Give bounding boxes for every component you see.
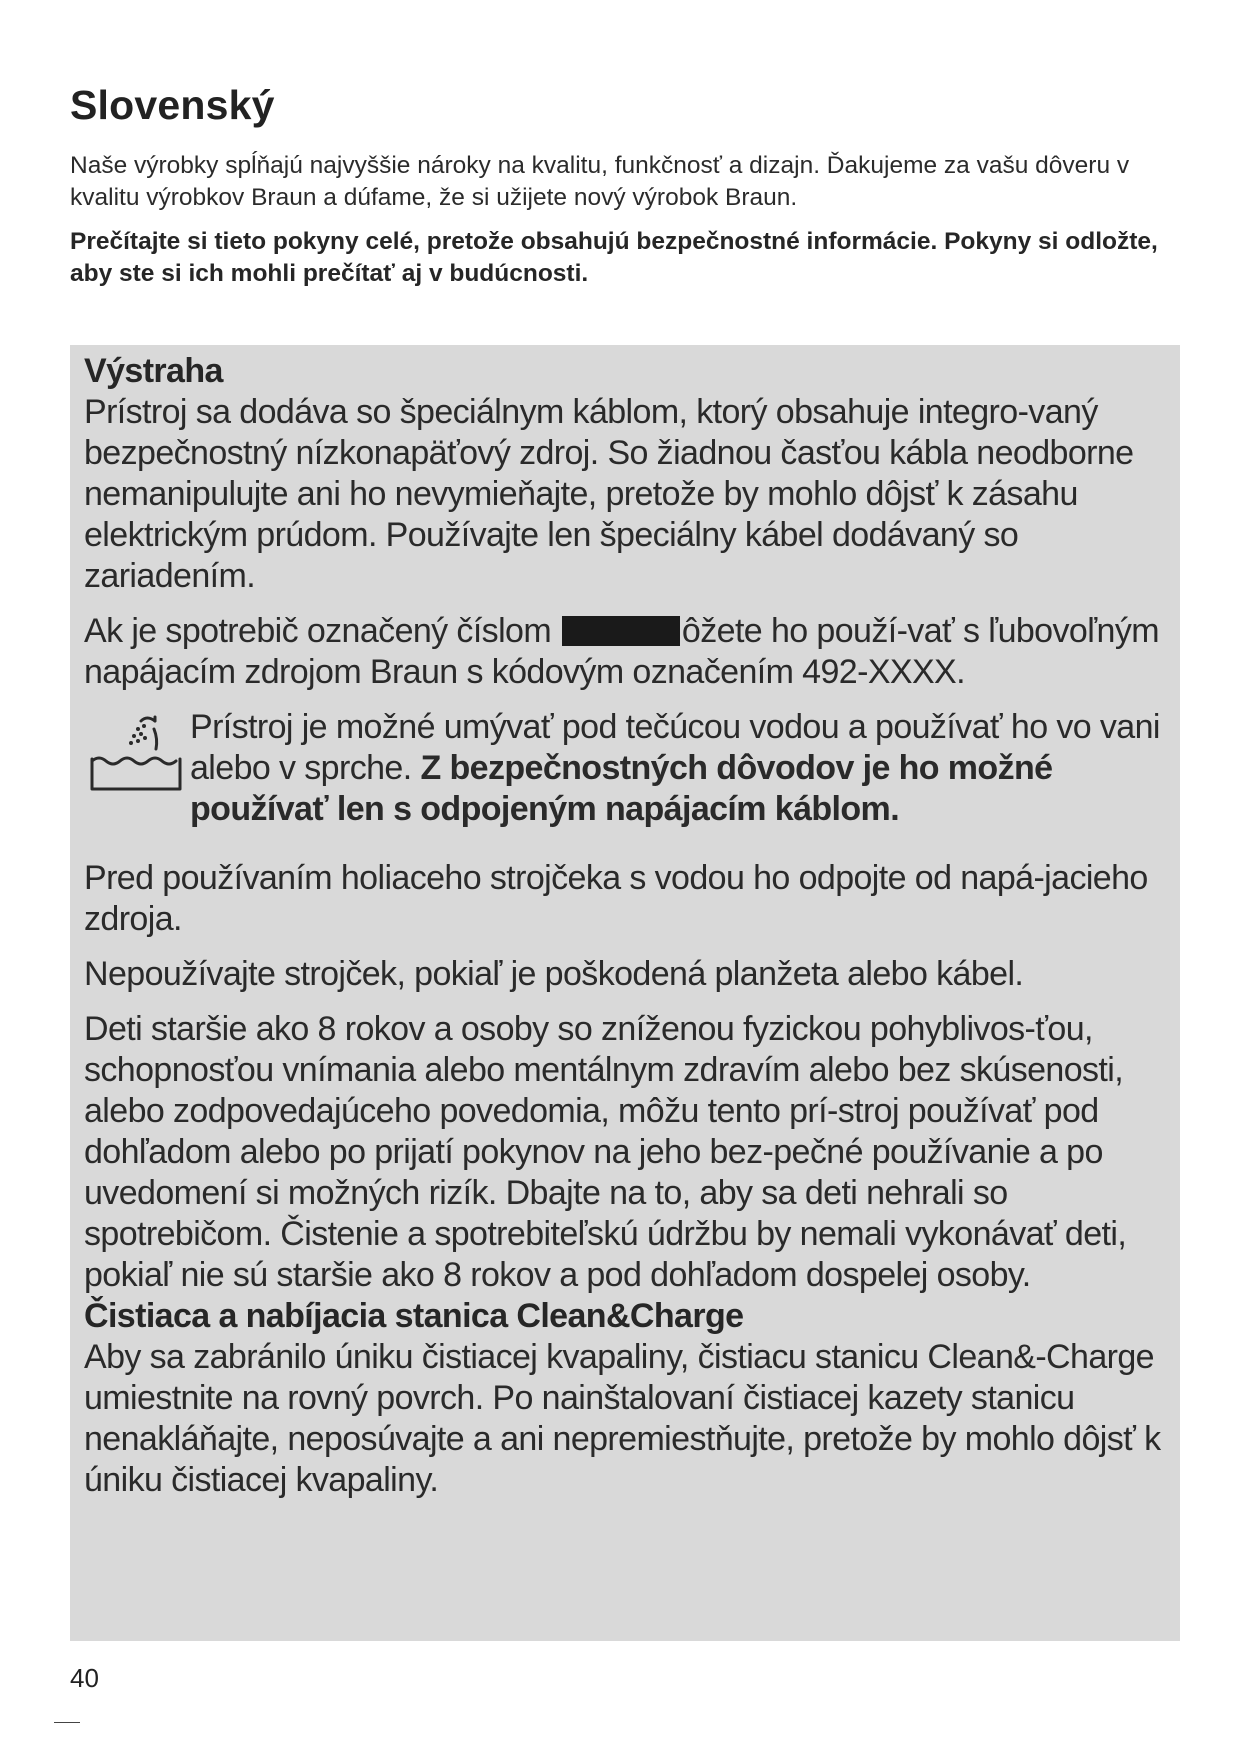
shower-bath-icon [84,709,190,799]
clean-charge-heading: Čistiaca a nabíjacia stanica Clean&Charge [84,1297,744,1335]
warning-box [70,345,1180,1641]
instructions-notice: Prečítajte si tieto pokyny celé, pretože obsahujú bezpečnostné informácie. Pokyny si odložte, aby ste si ich mohli prečítať aj v budúcnosti. [70,228,1158,287]
warning-paragraph-children: Deti staršie ako 8 rokov a osoby so zníženou fyzickou pohyblivos-ťou, schopnosťou vnímania alebo mentálnym zdravím alebo bez skúsenosti, alebo zodpovedajúceho povedomia, môžu tento prí-stroj používať pod dohľadom alebo po prijatí pokynov na jeho bez-pečné používanie a po uvedomení si možných rizík. Dbajte na to, aby sa deti nehrali so spotrebičom. Čistenie a spotrebiteľskú údržbu by nemali vykonávať deti, pokiaľ nie sú staršie ako 8 rokov a pod dohľadom dospelej osoby. [84,1010,1127,1294]
warning-paragraph-disconnect: Pred používaním holiaceho strojčeka s vodou ho odpojte od napá-jacieho zdroja. [84,859,1148,938]
clean-charge-text: Aby sa zabránilo úniku čistiacej kvapaliny, čistiacu stanicu Clean&-Charge umiestnite na rovný povrch. Po nainštalovaní čistiacej kazety stanicu nenakláňajte, neposúvajte a ani nepremiestňujte, pretože by mohlo dôjsť k úniku čistiacej kvapaliny. [84,1338,1161,1499]
warning-paragraph-damaged: Nepoužívajte strojček, pokiaľ je poškodená planžeta alebo kábel. [84,955,1024,993]
shower-text-plain: Prístroj je možné umývať pod tečúcou vodou a používať ho vo vani alebo v sprche. [190,708,1160,787]
warning-heading: Výstraha [84,352,223,390]
shower-text [190,707,1166,830]
redaction-bar [562,616,680,646]
shower-text-bold: Z bezpečnostných dôvodov je ho možné používať len s odpojeným napájacím káblom. [190,749,1053,828]
power-supply-text-end: ôžete ho použí-vať s ľubovoľným napájacím zdrojom Braun s kódovým označením 492-XXXX. [84,612,1159,691]
footer-mark [54,1722,80,1723]
shower-notice [84,707,1166,830]
page-number: 40 [70,1663,99,1693]
warning-paragraph-cable: Prístroj sa dodáva so špeciálnym káblom, ktorý obsahuje integro-vaný bezpečnostný nízkonapäťový zdroj. So žiadnou časťou kábla neodborne nemanipulujte ani ho nevymieňajte, pretože by mohlo dôjsť k zásahu elektrickým prúdom. Používajte len špeciálny kábel dodávaný so zariadením. [84,393,1134,595]
warning-paragraph-power-supply [84,611,1166,693]
intro-text: Naše výrobky spĺňajú najvyššie nároky na kvalitu, funkčnosť a dizajn. Ďakujeme za vašu dôveru v kvalitu výrobkov Braun a dúfame, že si užijete nový výrobok Braun. [70,152,1130,211]
power-supply-text-start: Ak je spotrebič označený číslom [84,612,552,650]
page-title: Slovenský [70,82,275,128]
